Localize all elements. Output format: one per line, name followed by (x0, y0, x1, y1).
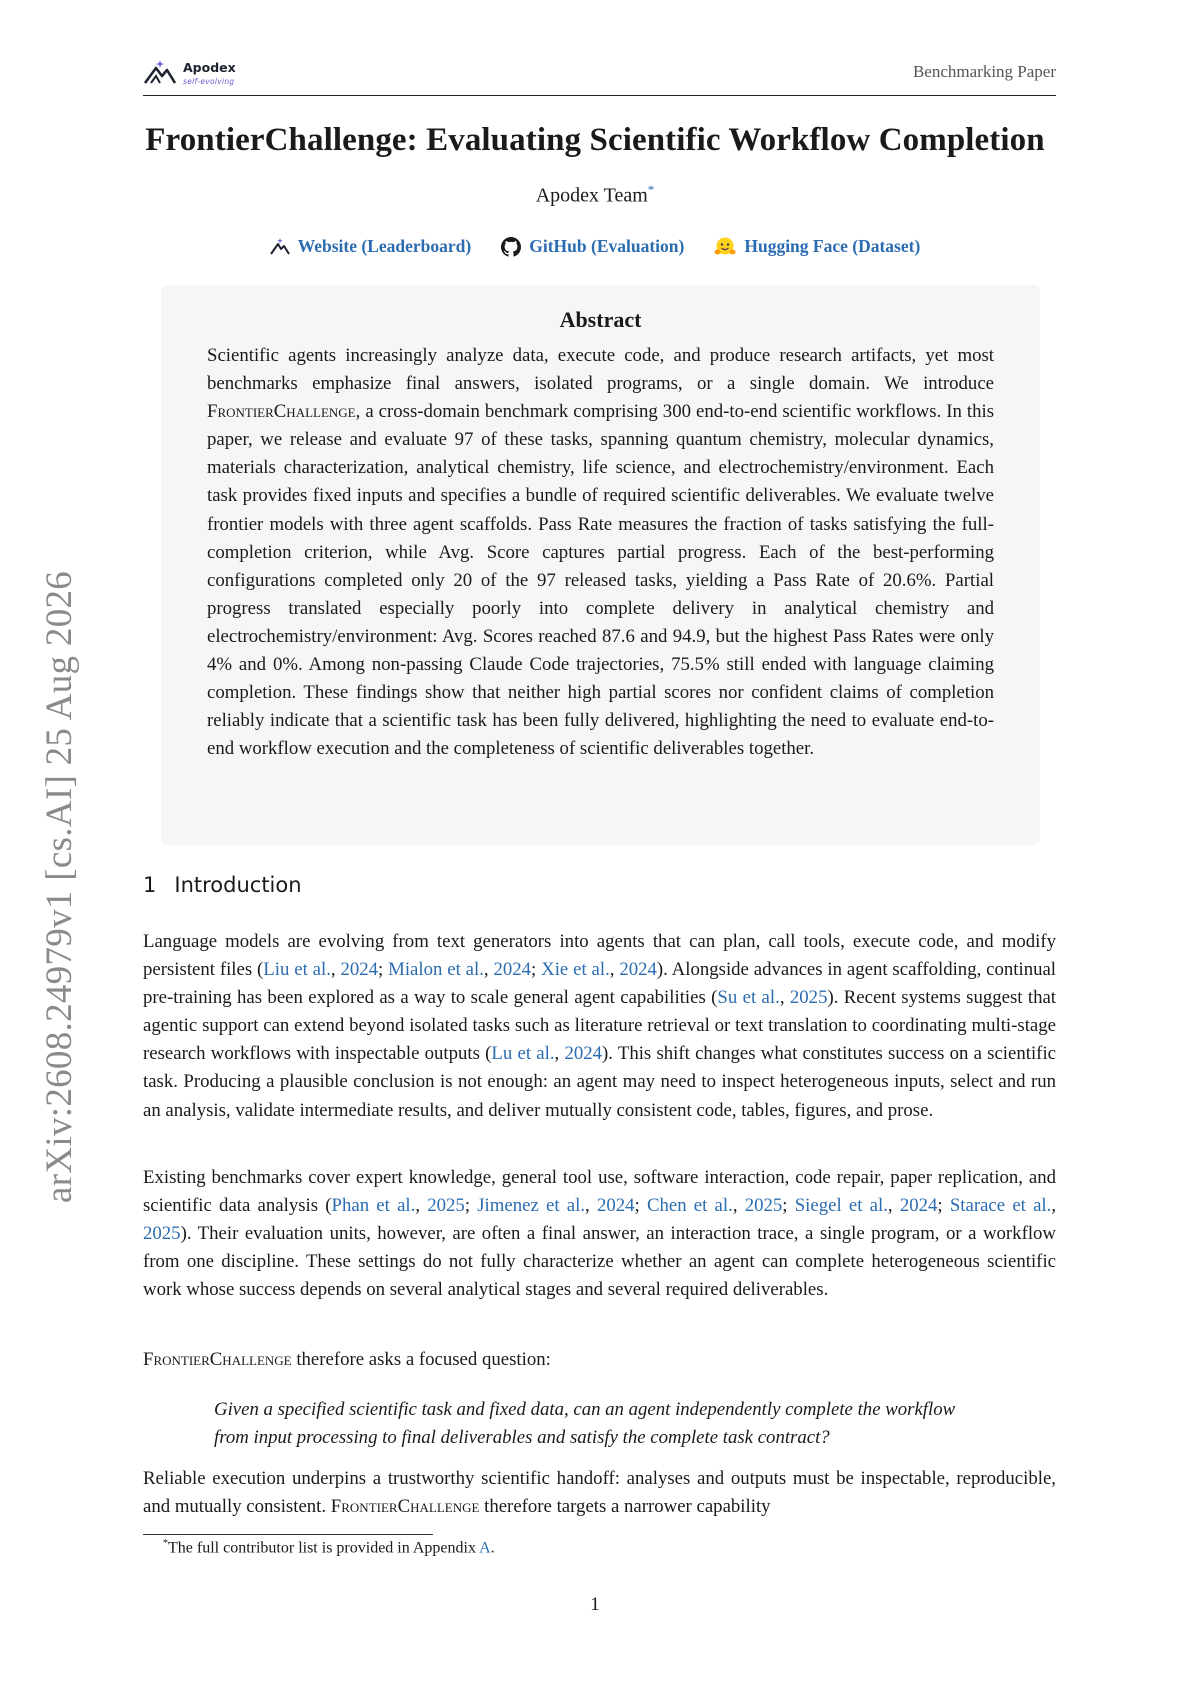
citation-link[interactable]: Lu et al. (491, 1043, 555, 1065)
hugging-face-link[interactable] (714, 236, 920, 257)
arxiv-identifier-stamp: arXiv:2608.24979v1 [cs.AI] 25 Aug 2026 (39, 570, 80, 1203)
apodex-logo-icon (270, 238, 290, 256)
citation-link[interactable]: Chen et al. (646, 1195, 733, 1217)
citation-year-link[interactable]: 2024 (340, 959, 379, 981)
citation-year-link[interactable]: 2024 (596, 1195, 635, 1217)
author-line (0, 182, 1190, 208)
citation-year-link[interactable]: 2024 (493, 959, 532, 981)
abstract-heading: Abstract (559, 307, 642, 332)
github-link[interactable] (501, 236, 684, 257)
page-header (143, 56, 1056, 96)
citation-link[interactable]: Jimenez et al. (477, 1195, 586, 1217)
running-head: Benchmarking Paper (912, 62, 1056, 81)
citation-link[interactable]: Liu et al. (263, 959, 331, 981)
page-number: 1 (590, 1594, 600, 1615)
paper-title: FrontierChallenge: Evaluating Scientific Workflow Completion (145, 122, 1045, 158)
intro-paragraph-4: Reliable execution underpins a trustworthy scientific handoff: analyses and outputs must be inspectable, reproducible, and mutually consistent. FrontierChallenge therefore targets a narrower capability (143, 1468, 1056, 1518)
citation-link[interactable]: Xie et al. (541, 959, 610, 981)
author-name: Apodex Team (535, 184, 648, 207)
intro-paragraph-3: FrontierChallenge therefore asks a focused question: (143, 1349, 551, 1370)
section-number: 1 (143, 873, 157, 897)
citation-link[interactable]: Phan et al. (331, 1195, 416, 1217)
citation-year-link[interactable]: 2025 (427, 1195, 465, 1217)
citation-link[interactable]: Su et al. (717, 987, 780, 1009)
benchmark-name: FrontierChallenge (207, 401, 356, 423)
citation-link[interactable]: Siegel et al. (794, 1195, 888, 1217)
footnote: *The full contributor list is provided in Appendix A. (163, 1538, 495, 1557)
website-link-label: Website (Leaderboard) (297, 236, 472, 256)
logo-name: Apodex (183, 60, 236, 75)
citation-year-link[interactable]: 2024 (619, 959, 657, 981)
intro-paragraph-1: Language models are evolving from text generators into agents that can plan, call tools, execute code, and modify persistent files (Liu et al., 2024; Mialon et al., 2024; Xie et al., 2024). Alongside advances in agent scaffolding, continual pre-training has been explored as a way to scale general agent capabilities (Su et al., 2025). Recent systems suggest that agentic support can extend beyond isolated tasks such as literature retrieval or text translation to coordinating multi-stage research workflows with inspectable outputs (Lu et al., 2024). This shift changes what constitutes success on a scientific task. Producing a plausible conclusion is not enough: an agent may need to inspect heterogeneous inputs, select and run an analysis, validate intermediate results, and deliver mutually consistent code, tables, figures, and prose. (143, 931, 1057, 1121)
footnote-marker: * (163, 1538, 168, 1549)
resource-links (0, 236, 1190, 257)
hugging-face-link-label: Hugging Face (Dataset) (744, 236, 921, 256)
abstract-box (161, 285, 1040, 845)
citation-year-link[interactable]: 2024 (564, 1043, 603, 1065)
author-footnote-marker[interactable]: * (647, 182, 655, 197)
logo-tagline: self-evolving (183, 77, 235, 86)
citation-year-link[interactable]: 2025 (789, 987, 828, 1009)
citation-link[interactable]: Starace et al. (949, 1195, 1052, 1217)
apodex-mountain-icon (143, 58, 177, 86)
hugging-face-icon (714, 237, 736, 257)
citation-year-link[interactable]: 2024 (899, 1195, 938, 1217)
benchmark-name: FrontierChallenge (143, 1349, 292, 1370)
benchmark-name: FrontierChallenge (330, 1496, 480, 1518)
apodex-logo (143, 56, 263, 90)
citation-year-link[interactable]: 2025 (744, 1195, 783, 1217)
section-title: Introduction (174, 873, 302, 897)
website-link[interactable] (270, 236, 472, 257)
intro-paragraph-2: Existing benchmarks cover expert knowledge, general tool use, software interaction, code repair, paper replication, and scientific data analysis (Phan et al., 2025; Jimenez et al., 2024; Chen et al., 2025; Siegel et al., 2024; Starace et al., 2025). Their evaluation units, however, are often a final answer, an interaction trace, a single program, or a workflow from one discipline. These settings do not fully characterize whether an agent can complete heterogeneous scientific work whose success depends on several analytical stages and several required deliverables. (143, 1167, 1057, 1301)
github-link-label: GitHub (Evaluation) (529, 236, 685, 256)
section-heading (143, 873, 302, 897)
appendix-link[interactable]: A (479, 1539, 491, 1557)
citation-link[interactable]: Mialon et al. (388, 959, 484, 981)
abstract-text: Scientific agents increasingly analyze data, execute code, and produce research artifacts, yet most benchmarks emphasize final answers, isolated programs, or a single domain. We introduce FrontierChallenge, a cross-domain benchmark comprising 300 end-to-end scientific workflows. In this paper, we release and evaluate 97 of these tasks, spanning quantum chemistry, molecular dynamics, materials characterization, analytical chemistry, life science, and electrochemistry/environment. Each task provides fixed inputs and specifies a bundle of required scientific deliverables. We evaluate twelve frontier models with three agent scaffolds. Pass Rate measures the fraction of tasks satisfying the full-completion criterion, while Avg. Score captures partial progress. Each of the best-performing configurations completed only 20 of the 97 released tasks, yielding a Pass Rate of 20.6%. Partial progress translated especially poorly into complete delivery in analytical chemistry and electrochemistry/environment: Avg. Scores reached 87.6 and 94.9, but the highest Pass Rates were only 4% and 0%. Among non-passing Claude Code trajectories, 75.5% still ended with language claiming completion. These findings show that neither high partial scores nor confident claims of completion reliably indicate that a scientific task has been fully delivered, highlighting the need to evaluate end-to-end workflow execution and the completeness of scientific deliverables together. (207, 345, 994, 760)
research-question-quote: Given a specified scientific task and fixed data, can an agent independently complete the workflow from input processing to final deliverables and satisfy the complete task contract? (214, 1399, 956, 1449)
citation-year-link[interactable]: 2025 (143, 1223, 181, 1245)
github-icon (501, 237, 521, 257)
footnote-rule (143, 1534, 433, 1535)
